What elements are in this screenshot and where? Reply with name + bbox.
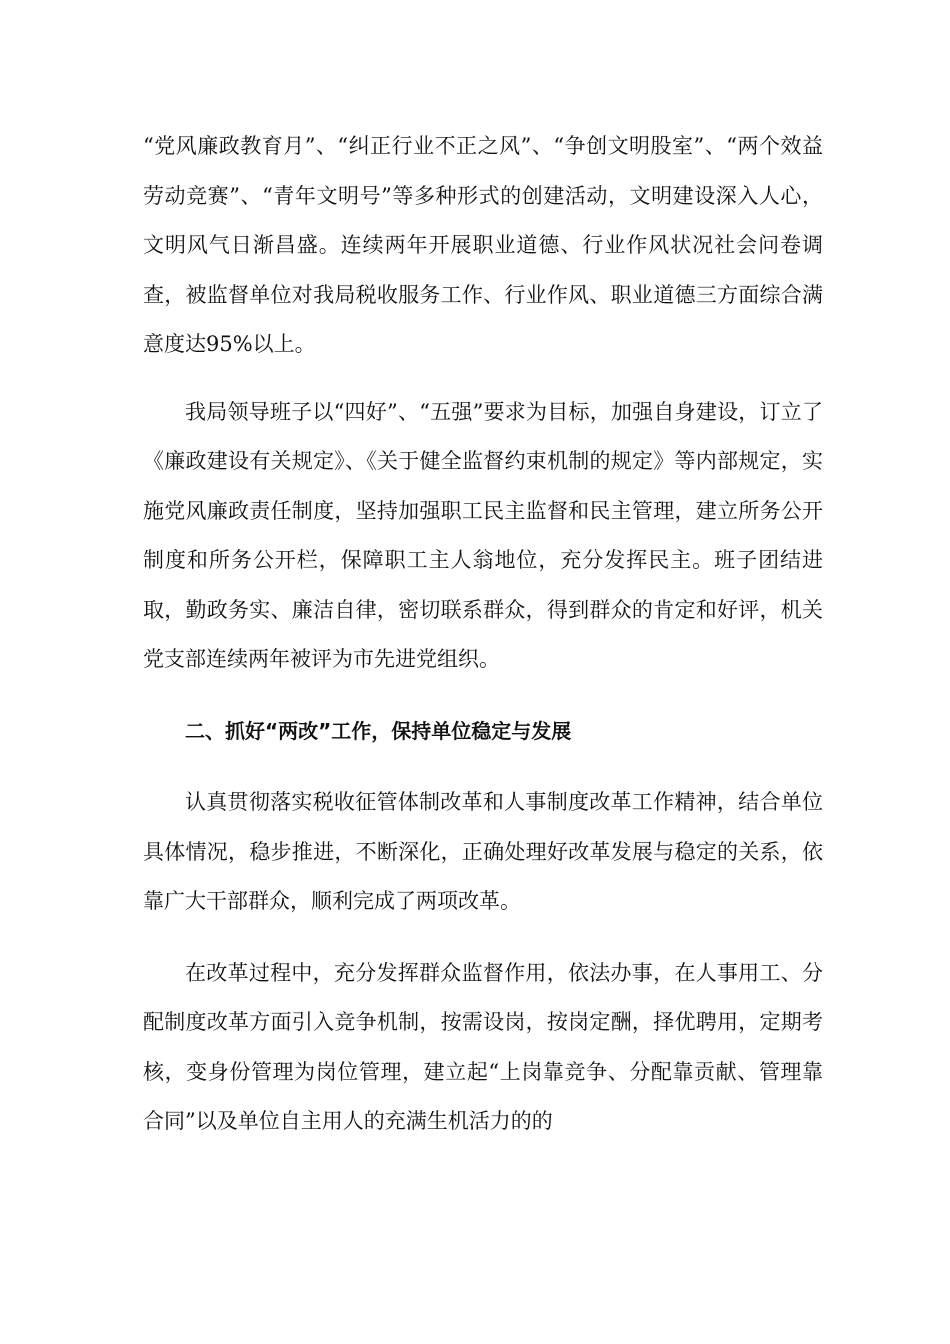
paragraph-reform-summary: 认真贯彻落实税收征管体制改革和人事制度改革工作精神，结合单位具体情况，稳步推进，不断深化，正确处理好改革发展与稳定的关系，依靠广大干部群众，顺利完成了两项改革。 [143, 790, 823, 913]
document-body [143, 122, 823, 1147]
section-heading: 二、抓好“两改”工作，保持单位稳定与发展 [185, 718, 572, 743]
paragraph-continued: “党风廉政教育月”、“纠正行业不正之风”、“争创文明股室”、“两个效益劳动竞赛”、“青年文明号”等多种形式的创建活动，文明建设深入人心，文明风气日渐昌盛。连续两年开展职业道德、行业作风状况社会问卷调查，被监督单位对我局税收服务工作、行业作风、职业道德三方面综合满意度达95%以上。 [143, 134, 823, 356]
paragraph-reform-process: 在改革过程中，充分发挥群众监督作用，依法办事，在人事用工、分配制度改革方面引入竞争机制，按需设岗，按岗定酬，择优聘用，定期考核，变身份管理为岗位管理，建立起“上岗靠竞争、分配靠贡献、管理靠合同”以及单位自主用人的充满生机活力的的 [143, 960, 823, 1133]
paragraph-leadership: 我局领导班子以“四好”、“五强”要求为目标，加强自身建设，订立了《廉政建设有关规定》、《关于健全监督约束机制的规定》等内部规定，实施党风廉政责任制度，坚持加强职工民主监督和民主管理，建立所务公开制度和所务公开栏，保障职工主人翁地位，充分发挥民主。班子团结进取，勤政务实、廉洁自律，密切联系群众，得到群众的肯定和好评，机关党支部连续两年被评为市先进党组织。 [143, 399, 823, 671]
